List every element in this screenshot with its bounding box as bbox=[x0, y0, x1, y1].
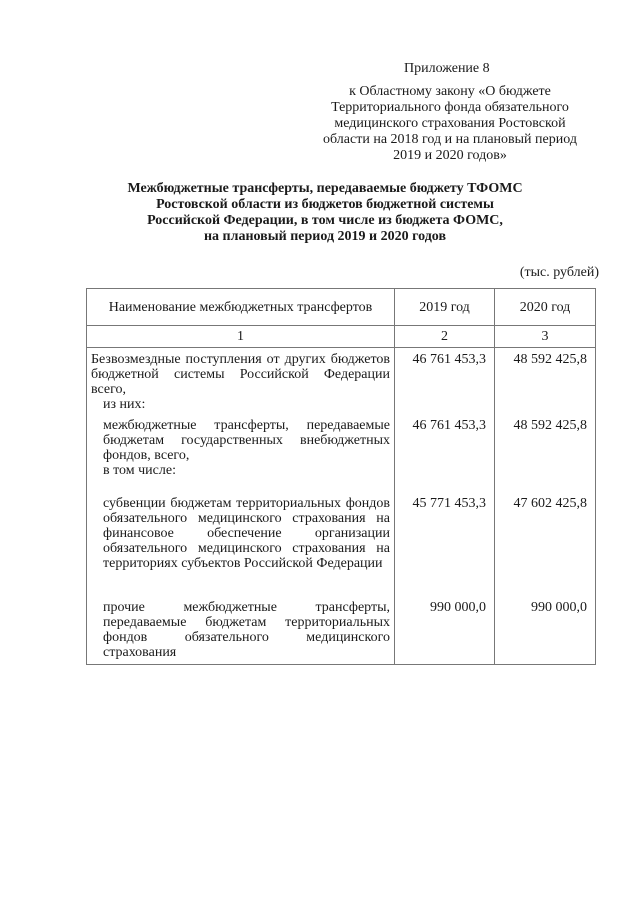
row-name: субвенции бюджетам территориальных фондов обязательного медицинского страхования на финансовое обеспечение организации обязательного медицинского страхования на территориях субъектов Российской Федерации bbox=[103, 496, 390, 571]
table-row bbox=[87, 348, 596, 415]
value-2019: 990 000,0 bbox=[395, 596, 495, 665]
value-2020: 48 592 425,8 bbox=[495, 348, 596, 415]
row-name: межбюджетные трансферты, передаваемые бюджетам государственных внебюджетных фондов, всего, bbox=[103, 418, 390, 463]
value-2019: 45 771 453,3 bbox=[395, 492, 495, 596]
row-name-cell bbox=[87, 596, 395, 665]
row-name: Безвозмездные поступления от других бюджетов бюджетной системы Российской Федерации всего, bbox=[91, 352, 390, 397]
column-header-2019: 2019 год bbox=[395, 289, 495, 326]
appendix-reference-line: к Областному закону «О бюджете bbox=[349, 84, 551, 99]
document-title bbox=[60, 181, 590, 245]
appendix-reference-line: области на 2018 год и на плановый период bbox=[323, 132, 577, 147]
appendix-reference-line: 2019 и 2020 годов» bbox=[393, 148, 507, 163]
document-title-line: Ростовской области из бюджетов бюджетной системы bbox=[156, 197, 494, 212]
table-row bbox=[87, 596, 596, 665]
table-row bbox=[87, 414, 596, 492]
appendix-number: Приложение 8 bbox=[404, 61, 490, 76]
transfers-table bbox=[86, 288, 596, 665]
appendix-reference bbox=[300, 84, 600, 164]
table-row bbox=[87, 492, 596, 596]
appendix-reference-line: Территориального фонда обязательного bbox=[331, 100, 569, 115]
document-title-line: Российской Федерации, в том числе из бюджета ФОМС, bbox=[147, 213, 503, 228]
table-header-row bbox=[87, 289, 596, 326]
units-label: (тыс. рублей) bbox=[519, 265, 599, 280]
row-name-cell bbox=[87, 414, 395, 492]
column-header-2020: 2020 год bbox=[495, 289, 596, 326]
value-2020: 47 602 425,8 bbox=[495, 492, 596, 596]
row-note: из них: bbox=[103, 397, 146, 412]
row-name-cell bbox=[87, 348, 395, 415]
value-2020: 48 592 425,8 bbox=[495, 414, 596, 492]
column-number: 3 bbox=[495, 326, 596, 348]
row-note: в том числе: bbox=[103, 463, 176, 478]
value-2019: 46 761 453,3 bbox=[395, 414, 495, 492]
column-number-row bbox=[87, 326, 596, 348]
column-number: 2 bbox=[395, 326, 495, 348]
document-title-line: Межбюджетные трансферты, передаваемые бюджету ТФОМС bbox=[127, 181, 523, 196]
document-title-line: на плановый период 2019 и 2020 годов bbox=[203, 229, 447, 244]
row-name: прочие межбюджетные трансферты, передаваемые бюджетам территориальных фондов обязательного медицинского страхования bbox=[103, 600, 390, 660]
column-header-name: Наименование межбюджетных трансфертов bbox=[87, 289, 395, 326]
value-2019: 46 761 453,3 bbox=[395, 348, 495, 415]
value-2020: 990 000,0 bbox=[495, 596, 596, 665]
row-name-cell bbox=[87, 492, 395, 596]
appendix-reference-line: медицинского страхования Ростовской bbox=[334, 116, 566, 131]
column-number: 1 bbox=[87, 326, 395, 348]
